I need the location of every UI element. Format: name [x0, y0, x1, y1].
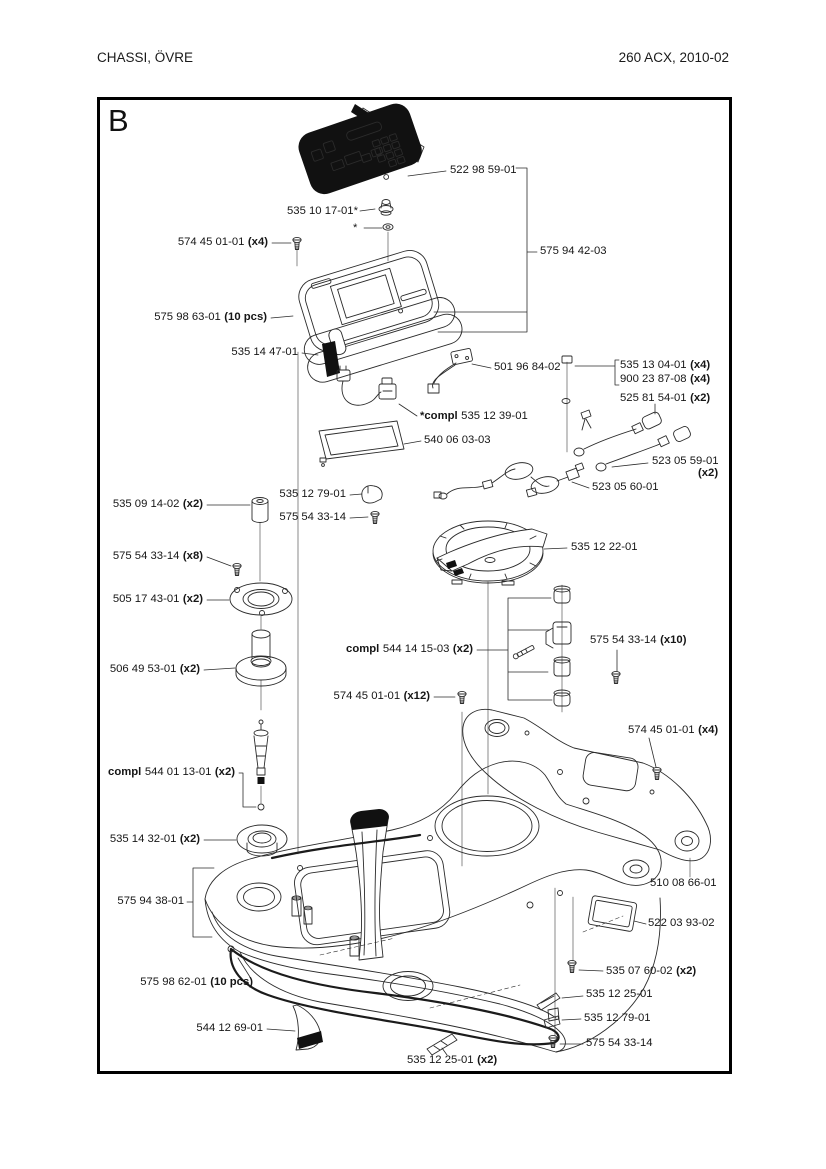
part-number: 535 12 25-01: [407, 1054, 474, 1067]
rubber-flap-drawing: [293, 1005, 323, 1050]
part-number: 523 05 60-01: [592, 481, 659, 494]
part-label-rear-plate: [650, 877, 717, 891]
part-label-clip-x2: [407, 1054, 497, 1068]
keypad-overlay-drawing: [294, 100, 427, 204]
part-number: 574 45 01-01: [333, 690, 401, 703]
part-qty: (x2): [676, 965, 697, 978]
part-qty: (x12): [403, 690, 430, 703]
part-number: 535 14 47-01: [231, 346, 298, 359]
part-number: 535 13 04-01: [620, 359, 687, 372]
spacer-cylinder-drawing: [252, 498, 268, 523]
part-prefix: compl: [108, 766, 142, 779]
part-label-corner-clip: [584, 1012, 651, 1026]
part-number: 523 05 59-01: [652, 455, 719, 468]
part-number: 535 09 14-02: [112, 498, 180, 511]
cutting-disc-drawing: [433, 521, 547, 585]
part-number: 522 03 93-02: [648, 917, 715, 930]
part-label-connector-cable-qty: [698, 467, 718, 481]
wire-bracket-drawing: [428, 348, 473, 393]
model-and-revision: 260 ACX, 2010-02: [618, 50, 729, 65]
part-number: 535 12 22-01: [571, 541, 638, 554]
part-number: 544 14 15-03: [382, 643, 450, 656]
part-number: 535 12 25-01: [586, 988, 653, 1001]
part-qty: (x2): [214, 766, 235, 779]
part-label-screw-x4-top: [178, 236, 268, 250]
leader-lines: [187, 168, 656, 1055]
part-qty: (x2): [179, 663, 200, 676]
part-label-knob: [287, 205, 358, 219]
part-qty: (x8): [182, 550, 203, 563]
pulley-spool-drawing: [236, 630, 286, 686]
part-label-caps: [620, 392, 710, 406]
part-label-housing-gasket: [154, 311, 267, 325]
part-number: 535 07 60-02: [606, 965, 673, 978]
part-label-pad: [648, 917, 715, 931]
part-number: 544 01 13-01: [144, 766, 212, 779]
part-qty: (x2): [179, 833, 200, 846]
part-qty: (x10): [660, 634, 687, 647]
part-number: 525 81 54-01: [620, 392, 687, 405]
part-suffix: *: [353, 205, 358, 218]
asterisk: *: [353, 222, 358, 235]
part-label-chassis-upper: [117, 895, 184, 909]
part-number: 574 45 01-01: [177, 236, 245, 249]
part-qty: (x2): [477, 1054, 498, 1067]
part-label-screw-x8: [113, 550, 203, 564]
part-number: 575 54 33-14: [279, 511, 346, 524]
part-number: 522 98 59-01: [450, 164, 517, 177]
part-label-sensor-assembly: [346, 643, 473, 657]
part-prefix: compl: [346, 643, 380, 656]
part-prefix: *compl: [420, 410, 458, 423]
part-qty: (x2): [452, 643, 473, 656]
part-label-screw-bottom: [586, 1037, 653, 1051]
part-qty: (x2): [690, 392, 711, 405]
part-label-cable-tie: [620, 359, 710, 373]
part-label-battery-cable: [420, 410, 528, 424]
part-number: 575 54 33-14: [586, 1037, 653, 1050]
part-number: 575 94 38-01: [117, 895, 184, 908]
battery-cable-drawing: [337, 366, 396, 405]
part-qty: (x4): [698, 724, 719, 737]
main-cable-drawing: [434, 460, 586, 499]
part-label-clip-plate: [586, 988, 653, 1002]
part-label-pulley-spool: [110, 663, 200, 677]
part-label-cutting-disc: [571, 541, 638, 555]
part-label-tie-mount: [620, 373, 710, 387]
display-housing-drawing: [283, 242, 466, 386]
part-number: 540 06 03-03: [424, 434, 491, 447]
part-label-main-cable: [592, 481, 659, 495]
part-number: 575 98 62-01: [140, 976, 207, 989]
part-label-screw-x4-plate: [628, 724, 718, 738]
part-label-spacer-cylinder: [113, 498, 203, 512]
part-number: 900 23 87-08: [620, 373, 687, 386]
part-qty: (x4): [690, 373, 711, 386]
part-number: 506 49 53-01: [109, 663, 177, 676]
part-label-wire-bracket: [494, 361, 561, 375]
part-number: 535 12 39-01: [461, 410, 528, 423]
part-qty: (x2): [182, 498, 203, 511]
part-number: 575 54 33-14: [590, 634, 657, 647]
part-label-screw-x12: [334, 690, 430, 704]
footnote-star: [353, 222, 357, 236]
part-qty: (x2): [698, 467, 719, 480]
part-number: 575 98 63-01: [154, 311, 221, 324]
part-number: 505 17 43-01: [112, 593, 180, 606]
part-label-spindle: [108, 766, 235, 780]
part-label-screw-mid: [279, 511, 346, 525]
part-number: 574 45 01-01: [628, 724, 695, 737]
chassis-body-drawing: [205, 761, 661, 1052]
part-label-rubber-strip: [231, 346, 298, 360]
part-label-gasket-frame: [424, 434, 491, 448]
part-label-screw-x10: [590, 634, 686, 648]
part-qty: (10 pcs): [210, 976, 253, 989]
part-label-sealing-ring: [110, 833, 200, 847]
gasket-frame-drawing: [319, 421, 404, 466]
part-number: 535 12 79-01: [279, 488, 346, 501]
part-number: 501 96 84-02: [494, 361, 561, 374]
part-qty: (x4): [690, 359, 711, 372]
part-number: 575 54 33-14: [112, 550, 180, 563]
part-label-keypad-overlay: [450, 164, 517, 178]
part-number: 535 12 79-01: [584, 1012, 651, 1025]
part-number: 535 14 32-01: [109, 833, 177, 846]
part-number: 535 10 17-01: [287, 205, 354, 218]
page-title: CHASSI, ÖVRE: [97, 50, 194, 65]
part-label-display-housing: [540, 245, 607, 259]
part-number: 544 12 69-01: [196, 1022, 263, 1035]
part-label-rubber-flap: [196, 1022, 263, 1036]
section-letter: B: [108, 103, 129, 138]
part-qty: (x2): [182, 593, 203, 606]
part-qty: (10 pcs): [224, 311, 267, 324]
part-label-flange-ring: [113, 593, 203, 607]
hook-clip-drawing: [362, 486, 382, 503]
part-qty: (x4): [247, 236, 268, 249]
flange-ring-drawing: [230, 583, 292, 616]
part-label-screw-x2-bottom: [606, 965, 696, 979]
part-label-hook-clip: [279, 488, 346, 502]
sensor-assembly-drawing: [512, 585, 571, 712]
knob-and-nut-drawing: [379, 200, 393, 231]
part-label-sealing-cord: [140, 976, 253, 990]
spindle-assembly-drawing: [254, 720, 268, 810]
part-number: 575 94 42-03: [540, 245, 607, 258]
part-number: 510 08 66-01: [650, 877, 717, 890]
